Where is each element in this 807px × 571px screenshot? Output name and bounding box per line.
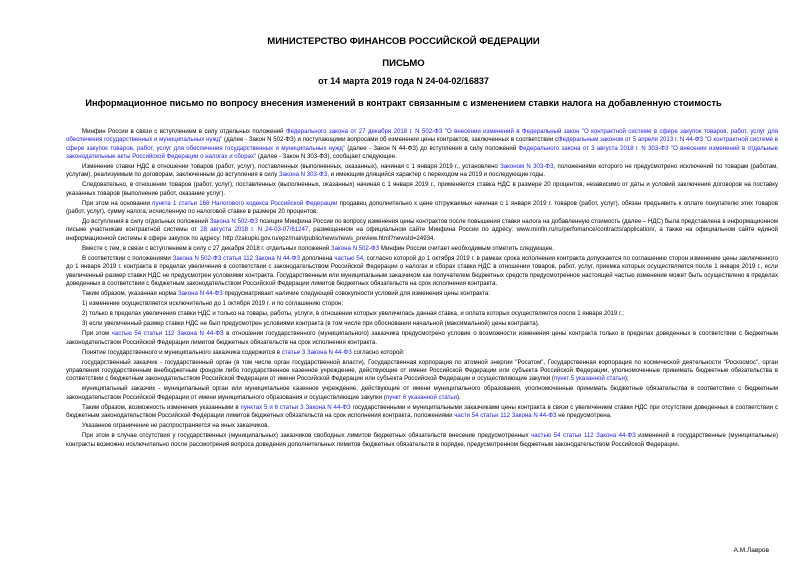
paragraph-text: государственными и муниципальными заказчиками цены контракта в связи с увеличением ставки НДС при отсутствии доведенных в соответствии с бюджетным законодательством Российской Федерации лимитов бюджетных обязательств на срок исполнения контракта, положениями <box>66 403 779 420</box>
legal-reference-link[interactable]: пункт 6 указанной статьи <box>385 393 457 401</box>
paragraph-text: муниципальный заказчик - муниципальный орган или муниципальное казенное учреждение, действующие от имени муниципального образования, уполномоченные принимать бюджетные обязательства в соответствии с бюджетным законодательством Российской Федерации от имени муниципального образования и осуществляющие закупки ( <box>66 385 778 401</box>
paragraph <box>66 181 778 198</box>
paragraph-text: ); <box>624 375 629 383</box>
paragraph <box>66 163 778 180</box>
paragraph-text: Следовательно, в отношении товаров (работ, услуг), поставленных (выполненных, оказанных) начиная с 1 января 2019 г., применяется ставка НДС в размере 20 процентов, независимо от даты и условий заключения договоров на поставку указанных товаров (выполнение работ, оказание услуг). <box>66 181 778 197</box>
paragraph-text: Таким образом, возможность изменения указанными в <box>82 403 241 411</box>
paragraph-text: Таким образом, указанная норма <box>82 289 178 297</box>
paragraph-text: При этом на основании <box>82 199 153 207</box>
paragraph-text: При этом <box>82 330 112 338</box>
paragraph-text: Изменение ставки НДС в отношении товаров (работ, услуг), поставленных (выполненных, оказанных), начиная с 1 января 2019 г., установлено <box>82 162 501 170</box>
paragraph-text: изменений в государственные (муниципальные) контракты возможно исключительно после рассмотрения вопроса доведения дополнительных лимитов бюджетных обязательств в порядке, предусмотренном бюджетным законодательством Российской Федерации. <box>66 432 778 448</box>
legal-reference-link[interactable]: Федерального закона от 3 августа 2018 г. N 303-ФЗ "О внесении изменений в отдельные законодательные акты Российской Федерации о налогах и сборах" <box>66 144 778 160</box>
legal-reference-link[interactable]: 28 августа 2018 г. N 24-03-07/61247 <box>200 226 309 234</box>
paragraph-text: 2) только в пределах увеличения ставки НДС и только на товары, работы, услуги, в отношении которых увеличилась данная ставка, и оплата которых осуществляется после 1 января 2019 г.; <box>82 310 625 318</box>
legal-reference-link[interactable]: Федерального закона от 27 декабря 2018 г. N 502-ФЗ "О внесении изменений в Федеральный закон "О контрактной системе в сфере закупок товаров, работ, услуг для обеспечения государственных и муниципальных нужд" <box>66 128 778 144</box>
paragraph <box>66 404 778 421</box>
paragraph <box>66 255 778 288</box>
paragraph-text: До вступления в силу отдельных положений <box>82 218 210 226</box>
paragraph-text: государственный заказчик - государственный орган (в том числе орган государственной власти), Государственная корпорация по атомной энергии "Росатом", Государственная корпорация по космической деятельности "Роскосмос", орган управления государственным внебюджетным фондом либо государственное казенное учреждение, действующие от имени Российской Федерации или субъекта Российской Федерации, уполномоченные принимать бюджетные обязательства в соответствии с бюджетным законодательством Российской Федерации от имени Российской Федерации или субъекта Российской Федерации и осуществляющие закупки ( <box>66 358 778 383</box>
paragraph-text: Понятие государственного и муниципального заказчика содержится в <box>82 348 282 356</box>
paragraph <box>66 330 778 347</box>
legal-reference-link[interactable]: Закона N 44-ФЗ <box>177 289 223 297</box>
paragraph-text: позиция Минфина России по вопросу изменения цены контрактов после повышения ставки налога на добавленную стоимость (далее – НДС) была представлена в информационном письме участникам контрактной системы от <box>66 218 779 234</box>
paragraph-text: ). <box>456 393 461 401</box>
paragraph <box>66 200 778 217</box>
paragraph <box>66 300 778 308</box>
legal-reference-link[interactable]: Закона N 303-ФЗ <box>279 171 328 179</box>
legal-reference-link[interactable]: части 54 статьи 112 Закона N 44-ФЗ <box>454 412 557 420</box>
paragraph-text: Вместе с тем, в связи с вступлением в силу с 27 декабря 2018 г. отдельных положений <box>82 244 331 252</box>
paragraph-text: продавец дополнительно к цене отгружаемых начиная с 1 января 2019 г. товаров (работ, услуг), обязан предъявить к оплате покупателю этих товаров (работ, услуг), сумму налога, исчисленную по налоговой ставке в размере 20 процентов. <box>66 199 779 216</box>
paragraph-text: Минфин России в связи с вступлением в силу отдельных положений <box>82 128 286 135</box>
paragraph <box>66 310 778 318</box>
paragraph <box>66 385 778 402</box>
paragraph-text: 3) если увеличенный размер ставки НДС не был предусмотрен условиями контракта (в том числе при обосновании начальной (максимальной) цены контракта). <box>82 320 540 328</box>
paragraph <box>66 290 778 298</box>
paragraph-text: При этом в случае отсутствия у государственных (муниципальных) заказчиков свободных лимитов бюджетных обязательств внесение предусмотренных <box>82 432 532 440</box>
paragraph-text: 1) изменение осуществляется исключительно до 1 октября 2019 г. и по соглашению сторон; <box>82 300 344 308</box>
legal-reference-link[interactable]: частью 54 статьи 112 Закона 44-ФЗ <box>531 432 636 440</box>
paragraph-text: Указанное ограничение не распространяется на иных заказчиков. <box>82 422 270 430</box>
paragraph <box>66 359 778 384</box>
paragraph-text: дополнена <box>300 254 335 262</box>
legal-reference-link[interactable]: Законом N 303-ФЗ <box>500 162 554 170</box>
legal-reference-link[interactable]: пунктах 5 и 6 статьи 3 Закона N 44-ФЗ <box>240 403 351 411</box>
paragraph-text: (далее - Закон N 502-ФЗ) и поступающими вопросами об изменении цены контрактов, заключенных в соответствии с <box>222 136 558 144</box>
legal-reference-link[interactable]: Закона N 502-ФЗ статья 112 Закона N 44-ФЗ <box>172 254 301 262</box>
legal-reference-link[interactable]: пункт 5 указанной статьи <box>553 375 625 383</box>
legal-reference-link[interactable]: статье 3 Закона N 44-ФЗ <box>281 348 352 356</box>
paragraph-text: согласно которой: <box>351 348 405 356</box>
date-number-heading: от 14 марта 2019 года N 24-04-02/16837 <box>318 76 489 86</box>
paragraph-text: В соответствии с положениями <box>82 254 173 262</box>
paragraph-text: , согласно которой до 1 октября 2019 г. в рамках срока исполнения контракта допускается по соглашению сторон изменение цены заключенного до 1 января 2019 г. контракта в пределах увеличения в соответствии с законодательством Российской Федерации о налогах и сборах ставки НДС в отношении товаров, работ, услуг, приемка которых осуществляется после 1 января 2019 г., если увеличенный размер ставки НДС не предусмотрен условиями контракта. Государственным или муниципальным заказчиком как получателем бюджетных средств предусмотренное настоящей частью изменение может быть осуществлено в пределах доведенных в соответствии с бюджетным законодательством Российской Федерации лимитов бюджетных обязательств на срок исполнения контракта. <box>66 254 779 287</box>
paragraph <box>66 320 778 328</box>
legal-reference-link[interactable]: Федеральным законом от 5 апреля 2013 г. N 44-ФЗ "О контрактной системе в сфере закупок товаров, работ, услуг для обеспечения государственных и муниципальных нужд" <box>66 136 778 152</box>
paragraph <box>66 128 778 161</box>
paragraph <box>66 349 778 357</box>
paragraph <box>66 422 778 430</box>
legal-reference-link[interactable]: Закона N 502-ФЗ <box>330 244 380 252</box>
paragraph <box>66 218 778 243</box>
legal-reference-link[interactable]: Закона N 502-ФЗ <box>209 218 258 226</box>
paragraph-text: (далее - Закон N 303-ФЗ), сообщает следующее. <box>256 152 397 160</box>
legal-reference-link[interactable]: частью 54 <box>334 254 364 262</box>
paragraph-text: не предусмотрена. <box>556 412 612 420</box>
subject-heading: Информационное письмо по вопросу внесения изменений в контракт связанным с изменением ставки налога на добавленную стоимость <box>85 98 722 108</box>
paragraph-text: , положениями которого не предусмотрено исключений по товарам (работам, услугам), реализуемым по договорам, заключенным до вступления в силу <box>66 162 779 179</box>
paragraph-text: Минфин России считает необходимым отметить следующее. <box>379 244 555 252</box>
paragraph <box>66 432 778 449</box>
paragraph-text: , размещенном на официальном сайте Минфина России по адресу: www.minfin.ru/ru/perfomance/contracts/application/, а также на официальном сайте единой информационной системы в сфере закупок по адресу: http://zakupki.gov.ru/epz/main/public/news/news_preview.html?newsId=24934. <box>66 226 779 242</box>
paragraph-text: в отношении государственного (муниципального) заказчика предусмотрено условие о возможности изменения цены контракта только в пределах доведенных в соответствии с бюджетным законодательством Российской Федерации лимитов бюджетных обязательств на срок исполнения контракта. <box>66 330 778 346</box>
document-type-heading: ПИСЬМО <box>382 58 425 69</box>
paragraph <box>66 245 778 253</box>
signature: А.М.Лавров <box>733 547 769 554</box>
ministry-heading: МИНИСТЕРСТВО ФИНАНСОВ РОССИЙСКОЙ ФЕДЕРАЦИИ <box>267 36 540 47</box>
legal-reference-link[interactable]: пункта 1 статьи 168 Налогового кодекса Российской Федерации <box>152 199 338 207</box>
paragraph-text: (далее - Закон N 44-ФЗ) до вступления в силу положений <box>344 144 519 152</box>
document-body <box>66 128 778 451</box>
paragraph-text: предусматривает наличие следующей совокупности условий для изменения цены контракта: <box>222 289 490 297</box>
paragraph-text: , и имеющим длящийся характер с переходом на 2019 и последующие годы. <box>327 171 546 179</box>
legal-reference-link[interactable]: частью 54 статьи 112 Закона N 44-ФЗ <box>111 330 224 338</box>
